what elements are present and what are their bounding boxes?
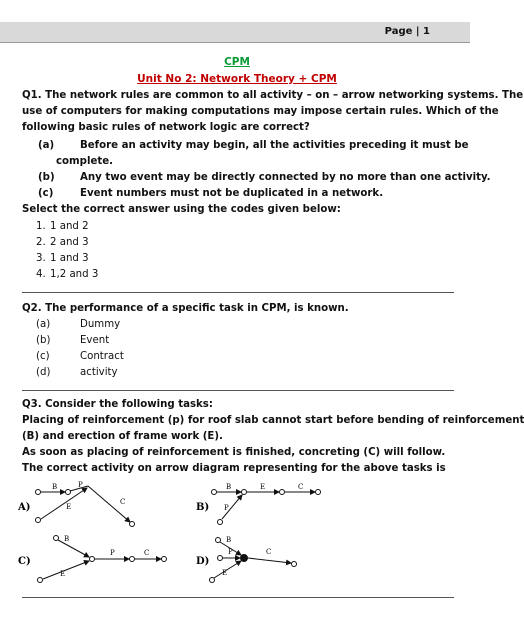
q3-line-2: Placing of reinforcement (p) for roof slab cannot start before bending of reinforcement: [22, 415, 524, 426]
diagram-b-node-2: [242, 490, 247, 495]
q1-code-4-num: 4.: [36, 269, 46, 280]
diagram-b-node-4: [316, 490, 321, 495]
q1-code-3-text: 1 and 3: [50, 253, 89, 264]
diagram-a-node-1: [36, 490, 41, 495]
diagram-c-arrow-e: [43, 561, 89, 579]
diagram-c-text-p: P: [110, 549, 115, 557]
q1-code-1-num: 1.: [36, 221, 46, 232]
diagram-a-label: A): [18, 502, 31, 513]
q1-line-1: Q1. The network rules are common to all activity – on – arrow networking systems. The: [22, 90, 524, 101]
q2-option-b: [36, 334, 109, 348]
q1-option-a: [38, 139, 469, 153]
diagram-c-node-1: [54, 536, 59, 541]
diagram-d: [194, 528, 314, 590]
unit-heading: [0, 72, 474, 87]
diagram-c: [16, 528, 176, 590]
q1-code-1-text: 1 and 2: [50, 221, 89, 232]
diagram-c-text-e: E: [60, 570, 66, 578]
q3-line-1: Q3. Consider the following tasks:: [22, 399, 213, 410]
unit-title: Unit No 2: Network Theory + CPM: [137, 73, 337, 85]
diagram-c-node-2: [38, 578, 43, 583]
diagram-a-node-4: [130, 522, 135, 527]
diagram-c-text-b: B: [64, 535, 70, 543]
q2-option-d-text: activity: [80, 367, 118, 378]
q2-option-a: [36, 318, 120, 332]
diagram-d-label: D): [196, 556, 210, 567]
q1-code-2-text: 2 and 3: [50, 237, 89, 248]
diagram-a-text-e: E: [66, 503, 72, 511]
diagram-b: [194, 478, 334, 534]
q1-code-3-num: 3.: [36, 253, 46, 264]
q2-option-c-label: (c): [36, 351, 50, 362]
q1-option-a-text: Before an activity may begin, all the activities preceding it must be: [80, 140, 469, 151]
q1-codes-prompt: Select the correct answer using the codes given below:: [22, 204, 341, 215]
q1-option-b-label: (b): [38, 172, 55, 183]
q2-option-a-text: Dummy: [80, 319, 121, 330]
q1-code-2: [36, 236, 89, 250]
diagram-b-text-b: B: [226, 483, 232, 491]
diagram-b-node-5: [218, 520, 223, 525]
separator-1: [22, 292, 454, 293]
diagram-a-text-c: C: [120, 498, 126, 506]
q1-option-b-text: Any two event may be directly connected by no more than one activity.: [80, 172, 491, 183]
q2-question: Q2. The performance of a specific task in CPM, is known.: [22, 303, 349, 314]
diagram-b-text-p: P: [224, 504, 229, 512]
cpm-title: CPM: [224, 56, 250, 68]
diagram-b-text-e: E: [260, 483, 266, 491]
diagram-a-text-b: B: [52, 483, 58, 491]
diagram-b-node-3: [280, 490, 285, 495]
diagram-d-arrow-e: [214, 561, 241, 578]
q2-option-a-label: (a): [36, 319, 51, 330]
q1-option-a-cont: complete.: [56, 156, 113, 167]
q2-option-d: [36, 366, 118, 380]
diagram-d-text-p: P: [228, 548, 233, 556]
q2-option-b-label: (b): [36, 335, 51, 346]
diagram-c-label: C): [18, 556, 31, 567]
q1-option-b: [38, 171, 491, 185]
q3-line-3: (B) and erection of frame work (E).: [22, 431, 223, 442]
page-header-bar: [0, 22, 470, 43]
diagram-b-label: B): [196, 502, 210, 513]
q1-line-3: following basic rules of network logic are correct?: [22, 122, 310, 133]
diagram-c-arrow-b: [58, 540, 89, 557]
page-number: Page | 1: [384, 26, 430, 37]
q2-option-b-text: Event: [80, 335, 110, 346]
q2-option-d-label: (d): [36, 367, 51, 378]
diagram-a-node-3: [36, 518, 41, 523]
diagram-b-text-c: C: [298, 483, 304, 491]
q2-option-c: [36, 350, 124, 364]
q1-code-1: [36, 220, 89, 234]
separator-2: [22, 390, 454, 391]
diagram-a: [16, 478, 166, 534]
q2-option-c-text: Contract: [80, 351, 124, 362]
q1-code-4: [36, 268, 98, 282]
q1-code-3: [36, 252, 89, 266]
diagram-d-arrow-c: [248, 558, 291, 563]
q1-code-2-num: 2.: [36, 237, 46, 248]
q3-line-5: The correct activity on arrow diagram representing for the above tasks is: [22, 463, 446, 474]
diagram-a-arrow-e: [41, 488, 87, 519]
diagram-c-node-5: [162, 557, 167, 562]
diagram-d-text-c: C: [266, 548, 272, 556]
diagram-d-text-b: B: [226, 536, 232, 544]
q3-line-4: As soon as placing of reinforcement is finished, concreting (C) will follow.: [22, 447, 446, 458]
diagram-d-node-2: [218, 556, 223, 561]
q1-option-c-text: Event numbers must not be duplicated in a network.: [80, 188, 384, 199]
q1-option-c-label: (c): [38, 188, 54, 199]
diagram-a-text-p: P: [78, 481, 83, 489]
q1-code-4-text: 1,2 and 3: [50, 269, 99, 280]
diagram-b-node-1: [212, 490, 217, 495]
q1-option-a-label: (a): [38, 140, 55, 151]
separator-3: [22, 597, 454, 598]
diagram-d-text-e: E: [222, 569, 228, 577]
diagram-d-node-5: [292, 562, 297, 567]
diagram-d-node-4: [241, 555, 248, 562]
diagram-a-node-2: [66, 490, 71, 495]
q1-line-2: use of computers for making computations may impose certain rules. Which of the: [22, 106, 499, 117]
doc-title: [0, 55, 474, 70]
diagram-c-node-3: [90, 557, 95, 562]
diagram-c-node-4: [130, 557, 135, 562]
diagram-d-node-3: [210, 578, 215, 583]
q1-option-c: [38, 187, 383, 201]
diagram-d-node-1: [216, 538, 221, 543]
diagram-c-text-c: C: [144, 549, 150, 557]
